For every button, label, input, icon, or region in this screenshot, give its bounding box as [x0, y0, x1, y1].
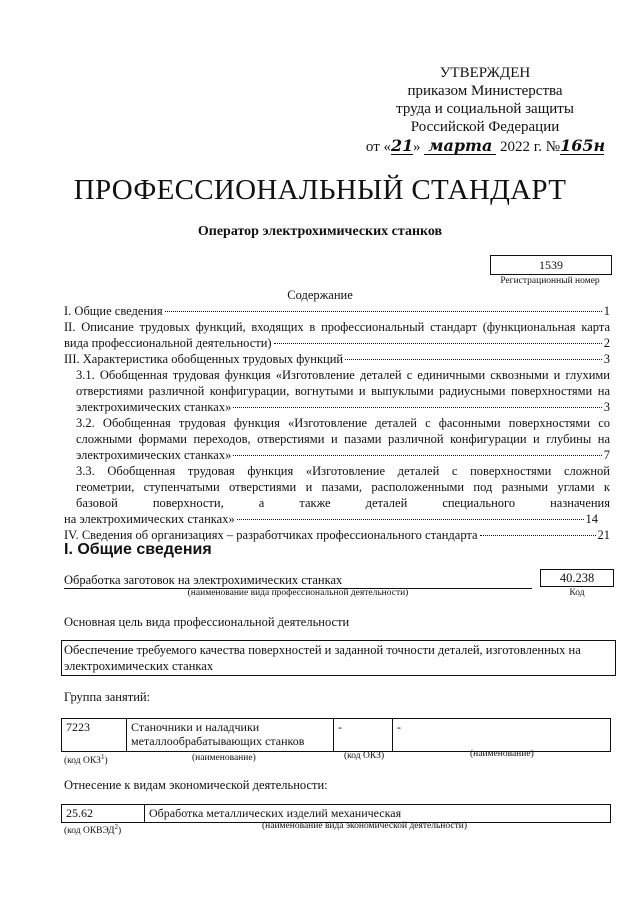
- standard-subtitle: Оператор электрохимических станков: [197, 224, 443, 239]
- footnote-mark: 1: [100, 753, 105, 761]
- toc-item[interactable]: [64, 367, 610, 415]
- goal-label: Основная цель вида профессиональной деятельности: [64, 615, 350, 629]
- okz-name-2: -: [393, 719, 611, 752]
- toc-item-text: отверстиями различной конфигурации, вогнутыми и выпуклыми радиусными поверхностями на: [76, 384, 610, 398]
- registration-number-box: 1539: [490, 255, 612, 275]
- date-prefix: от «: [365, 139, 392, 155]
- activity-name: Обработка заготовок на электрохимических станках: [64, 573, 532, 589]
- approval-line-4: Российской Федерации: [410, 119, 560, 135]
- okz-code-2: -: [334, 719, 393, 752]
- toc-item[interactable]: [64, 319, 610, 351]
- toc-item-page: 7: [603, 448, 610, 462]
- contents-title: Содержание: [287, 288, 353, 302]
- caption-text: (код ОКЗ: [64, 756, 101, 767]
- okz-code: 7223: [62, 719, 127, 752]
- toc-item[interactable]: [64, 351, 610, 367]
- toc-item-page: 1: [603, 304, 610, 318]
- toc-item[interactable]: [64, 463, 610, 527]
- toc-item-text: электрохимических станках»: [76, 400, 232, 414]
- toc-item-text: II. Описание трудовых функций, входящих в профессиональный стандарт (функциональная карта: [64, 320, 610, 334]
- date-quote: »: [413, 139, 421, 155]
- toc-item-text: сложными формами переходов, отверстиями и пазами различной конфигурации и глубины на: [76, 432, 610, 446]
- okz-name-line: металлообрабатывающих станков: [131, 734, 305, 748]
- occupation-group-table: [61, 718, 611, 752]
- table-row: [62, 805, 611, 823]
- toc-item-page: 3: [603, 352, 610, 366]
- toc-item-text: на электрохимических станках»: [64, 512, 235, 526]
- goal-text: электрохимических станках: [64, 659, 214, 673]
- toc-item-text: электрохимических станках»: [76, 448, 232, 462]
- okved-name-caption: (наименование вида экономической деятельности): [262, 821, 467, 831]
- toc-item-page: 2: [603, 336, 610, 350]
- okz-name2-caption: (наименование): [470, 749, 534, 759]
- table-of-contents: [64, 303, 610, 543]
- activity-code: 40.238: [540, 569, 614, 587]
- section-heading: I. Общие сведения: [64, 541, 212, 558]
- toc-item-page: 21: [597, 528, 610, 542]
- toc-item-page: 14: [585, 512, 598, 526]
- page-title: ПРОФЕССИОНАЛЬНЫЙ СТАНДАРТ: [73, 174, 567, 206]
- toc-item-text: геометрии, ступенчатыми отверстиями и пазами, расположенными под разными углами к: [76, 480, 610, 494]
- goal-box: [61, 640, 616, 676]
- okved-code: 25.62: [62, 805, 145, 823]
- approval-line-3: труда и социальной защиты: [396, 101, 574, 117]
- group-label: Группа занятий:: [64, 690, 151, 704]
- toc-item[interactable]: [64, 415, 610, 463]
- toc-item-text: 3.3. Обобщенная трудовая функция «Изготовление деталей с поверхностями сложной: [76, 464, 610, 478]
- caption-text: ): [104, 756, 108, 767]
- handwritten-month: марта: [424, 138, 496, 155]
- activity-caption: (наименование вида профессиональной деятельности): [187, 588, 409, 598]
- goal-text: Обеспечение требуемого качества поверхностей и заданной точности деталей, изготовленных на: [64, 643, 581, 657]
- toc-item-text: вида профессиональной деятельности): [64, 336, 272, 350]
- handwritten-day: 21: [391, 136, 414, 155]
- toc-item-text: 3.2. Обобщенная трудовая функция «Изготовление деталей с фасонными поверхностями со: [76, 416, 610, 430]
- date-year: 2022 г. №: [500, 139, 561, 155]
- activity-code-caption: Код: [569, 588, 585, 598]
- approval-block: [350, 64, 620, 156]
- approval-date-line: [350, 138, 620, 156]
- toc-item-text: III. Характеристика обобщенных трудовых функций: [64, 352, 344, 366]
- econ-label: Отнесение к видам экономической деятельности:: [64, 778, 328, 792]
- okved-name: Обработка металлических изделий механическая: [145, 805, 611, 823]
- okz-code2-caption: (код ОКЗ): [344, 751, 385, 761]
- handwritten-number: 165н: [560, 136, 606, 155]
- caption-text: ): [117, 826, 122, 837]
- toc-item-page: 3: [603, 400, 610, 414]
- okz-name: [127, 719, 334, 752]
- table-row: [62, 719, 611, 752]
- toc-item-text: IV. Сведения об организациях – разработчиках профессионального стандарта: [64, 528, 478, 542]
- approval-line-2: приказом Министерства: [407, 83, 563, 99]
- toc-item-text: 3.1. Обобщенная трудовая функция «Изготовление деталей с единичными сквозными и глухими: [76, 368, 610, 382]
- caption-text: (код ОКВЭД: [64, 826, 115, 837]
- toc-item[interactable]: [64, 303, 610, 319]
- approval-line-1: УТВЕРЖДЕН: [439, 65, 531, 81]
- toc-item-text: I. Общие сведения: [64, 304, 163, 318]
- okz-name-caption: (наименование): [192, 753, 256, 763]
- okz-name-line: Станочники и наладчики: [131, 720, 260, 734]
- toc-item-text: базовой поверхности, а также деталей специального назначения: [76, 496, 610, 510]
- okz-code-caption: [64, 753, 108, 766]
- footnote-mark: 2: [114, 823, 118, 831]
- registration-number-label: Регистрационный номер: [500, 276, 600, 286]
- okved-code-caption: [64, 823, 121, 836]
